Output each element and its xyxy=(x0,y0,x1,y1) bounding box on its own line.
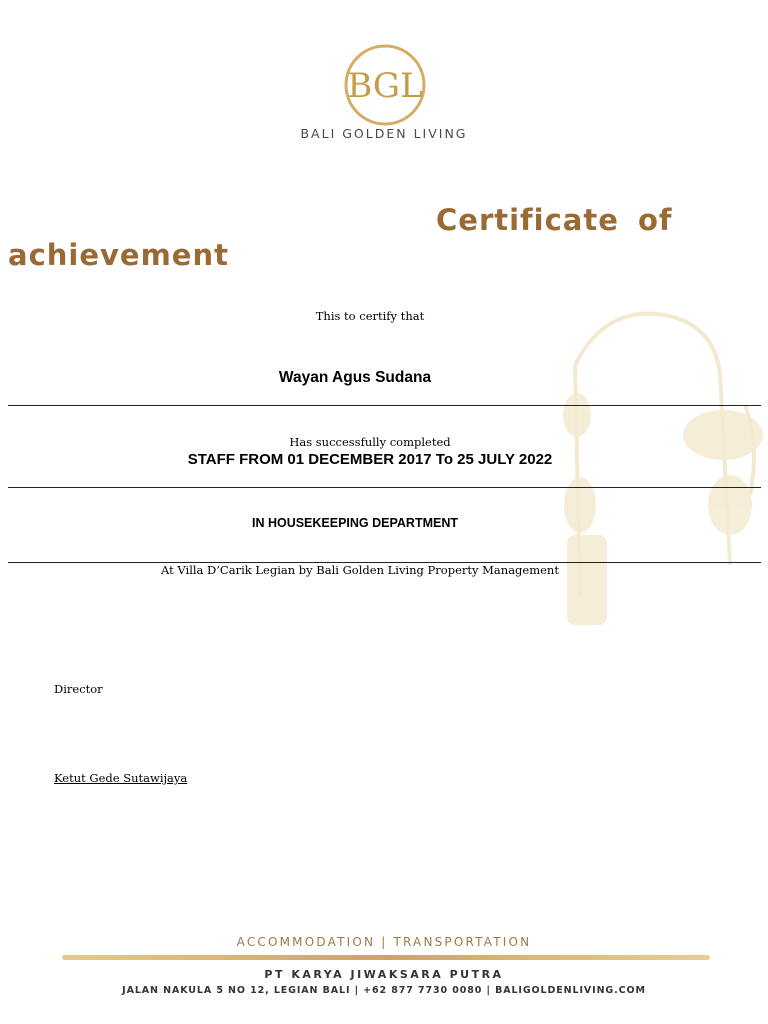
footer-company: PT KARYA JIWAKSARA PUTRA xyxy=(264,968,504,981)
completed-text: Has successfully completed xyxy=(289,435,451,449)
period-text: STAFF FROM 01 DECEMBER 2017 To 25 JULY 2022 xyxy=(187,451,553,468)
footer-services: ACCOMMODATION | TRANSPORTATION xyxy=(236,935,532,949)
signatory-name: Ketut Gede Sutawijaya xyxy=(54,771,188,785)
brand-name: BALI GOLDEN LIVING xyxy=(300,126,468,141)
decorative-tassel-watermark xyxy=(545,305,768,635)
footer-gold-bar xyxy=(62,955,710,960)
certificate-title-line1: Certificate of xyxy=(436,203,673,237)
signatory-role: Director xyxy=(54,682,103,696)
footer-contact: JALAN NAKULA 5 NO 12, LEGIAN BALI | +62 877 7730 0080 | BALIGOLDENLIVING.COM xyxy=(122,985,646,996)
bgl-logo-icon xyxy=(340,42,430,128)
certify-text: This to certify that xyxy=(315,309,425,323)
department-text: IN HOUSEKEEPING DEPARTMENT xyxy=(251,516,459,530)
certificate-title xyxy=(8,203,768,273)
certificate-title-line2: achievement xyxy=(8,238,229,272)
divider xyxy=(8,405,761,406)
divider xyxy=(8,487,761,488)
logo-monogram: BGL xyxy=(347,66,423,106)
location-text: At Villa D’Carik Legian by Bali Golden Living Property Management xyxy=(161,563,559,577)
recipient-name: Wayan Agus Sudana xyxy=(278,369,432,386)
